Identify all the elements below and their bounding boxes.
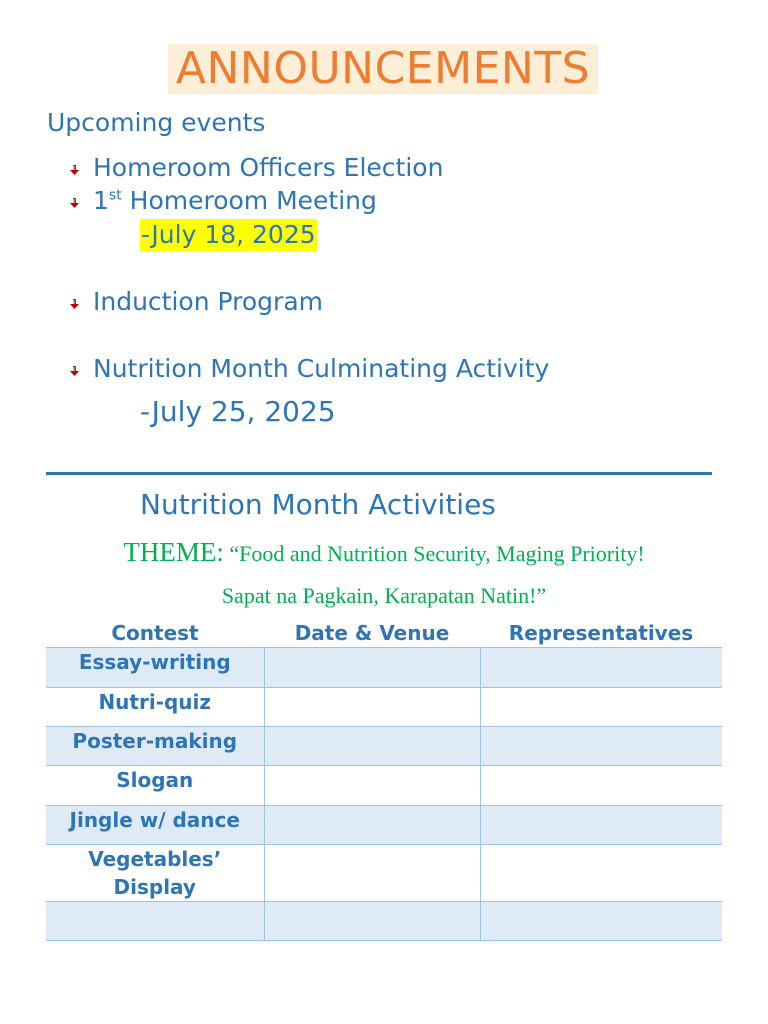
theme-line-2: Sapat na Pagkain, Karapatan Natin!”: [221, 583, 547, 608]
header-representatives: Representatives: [480, 619, 722, 648]
arrow-down-bullet-icon: [68, 364, 82, 378]
contest-cell: Vegetables’ Display: [46, 845, 264, 902]
representatives-cell[interactable]: [480, 688, 722, 727]
event-item-officers-election: [68, 151, 443, 183]
date-venue-cell[interactable]: [264, 727, 480, 766]
table-row: [46, 902, 722, 941]
event-label: Nutrition Month Culminating Activity: [93, 353, 550, 383]
event-date-july-18: -July 18, 2025: [141, 220, 316, 249]
table-row: [46, 766, 722, 806]
table-row: [46, 845, 722, 902]
contest-cell[interactable]: [46, 902, 264, 941]
contest-table: [46, 619, 722, 941]
table-row: [46, 806, 722, 845]
activities-heading: Nutrition Month Activities: [140, 488, 496, 521]
date-venue-cell[interactable]: [264, 688, 480, 727]
arrow-down-bullet-icon: [68, 196, 82, 210]
event-label: Induction Program: [93, 286, 323, 316]
date-venue-cell[interactable]: [264, 902, 480, 941]
representatives-cell[interactable]: [480, 727, 722, 766]
theme-label: THEME:: [123, 537, 224, 567]
table-row: [46, 727, 722, 766]
event-item-homeroom-meeting: [68, 184, 377, 216]
contest-cell: Poster-making: [46, 727, 264, 766]
representatives-cell[interactable]: [480, 806, 722, 845]
event-item-induction-program: [68, 285, 323, 317]
representatives-cell[interactable]: [480, 766, 722, 806]
theme-text: “Food and Nutrition Security, Maging Priority!: [229, 541, 645, 566]
contest-cell: Slogan: [46, 766, 264, 806]
date-venue-cell[interactable]: [264, 766, 480, 806]
table-row: [46, 648, 722, 688]
event-item-culminating-activity: [68, 352, 549, 384]
representatives-cell[interactable]: [480, 648, 722, 688]
event-label: Homeroom Officers Election: [93, 152, 444, 182]
representatives-cell[interactable]: [480, 902, 722, 941]
header-date-venue: Date & Venue: [264, 619, 480, 648]
upcoming-events-heading: Upcoming events: [47, 108, 266, 137]
date-venue-cell[interactable]: [264, 845, 480, 902]
contest-cell: Essay-writing: [46, 648, 264, 688]
date-venue-cell[interactable]: [264, 806, 480, 845]
event-date-july-25: -July 25, 2025: [140, 395, 336, 428]
title-highlight: [168, 44, 598, 94]
event-label: 1st Homeroom Meeting: [93, 185, 377, 215]
arrow-down-bullet-icon: [68, 297, 82, 311]
date-venue-cell[interactable]: [264, 648, 480, 688]
theme-line-1: [0, 537, 768, 568]
contest-cell: Jingle w/ dance: [46, 806, 264, 845]
representatives-cell[interactable]: [480, 845, 722, 902]
ordinal-suffix: st: [108, 187, 122, 204]
contest-cell: Nutri-quiz: [46, 688, 264, 727]
table-header-row: [46, 619, 722, 648]
header-contest: Contest: [46, 619, 264, 648]
section-divider: [46, 472, 712, 475]
table-row: [46, 688, 722, 727]
arrow-down-bullet-icon: [68, 163, 82, 177]
page-title: ANNOUNCEMENTS: [175, 43, 591, 94]
